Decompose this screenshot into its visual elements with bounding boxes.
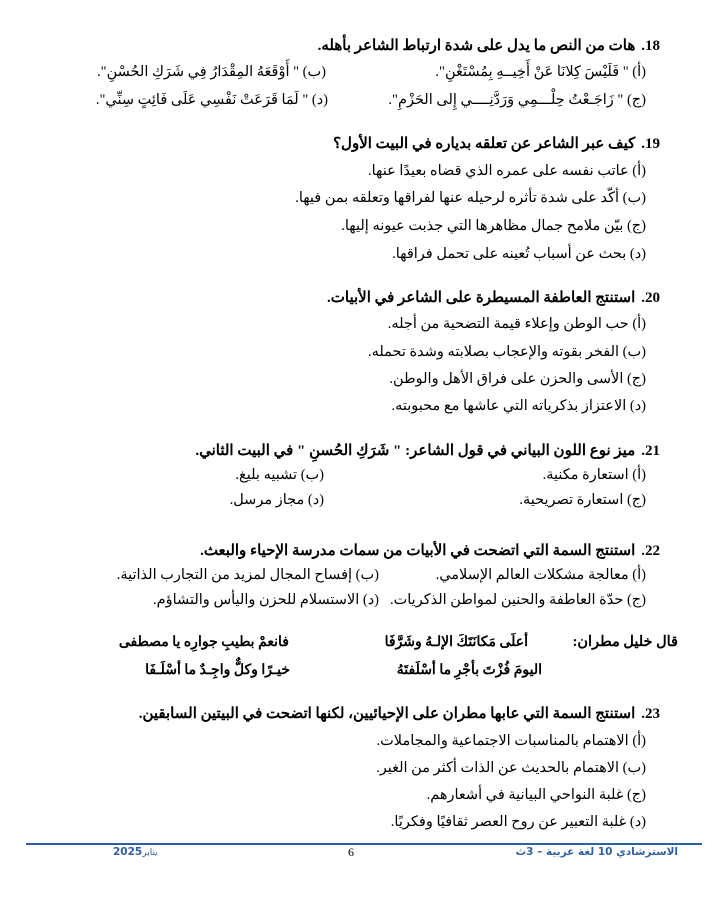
option-a: (أ) حب الوطن وإعلاء قيمة التضحية من أجله. — [387, 316, 646, 332]
footer-divider — [26, 843, 702, 845]
question-number: 23. — [641, 706, 660, 722]
question-text: استنتج السمة التي عابها مطران على الإحيائيين، لكنها اتضحت في البيتين السابقين. — [138, 706, 636, 722]
question-22 — [200, 541, 660, 560]
option-d: (د) مجاز مرسل. — [229, 492, 324, 508]
question-text: استنتج العاطفة المسيطرة على الشاعر في الأبيات. — [327, 290, 636, 306]
option-a: (أ) استعارة مكنية. — [542, 467, 646, 483]
option-b: (ب) الفخر بقوته والإعجاب بصلابته وشدة تحمله. — [367, 344, 646, 360]
footer-exam-title: الاسترشادي 10 لغة عربية – 3ث — [515, 846, 678, 858]
option-b: (ب) تشبيه بليغ. — [235, 467, 324, 483]
option-c: (ج) بيّن ملامح جمال مظاهرها التي جذبت عيونه إليها. — [341, 218, 646, 234]
verse-1-second-half: فانعمْ بطيبِ جوارِه يا مصطفى — [118, 635, 289, 650]
option-d: (د) الاعتزاز بذكرياته التي عاشها مع محبوبته. — [391, 398, 646, 414]
option-b: (ب) " أَوْقَعَهُ المِقْدَارُ فِي شَرَكِ الحُسْنِ". — [97, 64, 326, 80]
option-c: (ج) استعارة تصريحية. — [519, 492, 646, 508]
question-number: 22. — [641, 543, 660, 559]
option-b: (ب) الاهتمام بالحديث عن الذات أكثر من الغير. — [376, 760, 646, 776]
option-c: (ج) غلبة النواحي البيانية في أشعارهم. — [426, 787, 646, 803]
option-c: (ج) الأسى والحزن على فراق الأهل والوطن. — [389, 371, 646, 387]
option-c: (ج) حدّة العاطفة والحنين لمواطن الذكريات. — [389, 592, 646, 608]
option-d: (د) غلبة التعبير عن روح العصر ثقافيًا وفكريًا. — [390, 814, 646, 830]
footer-date — [113, 846, 162, 858]
option-a: (أ) عاتب نفسه على عمره الذي قضاه بعيدًا عنها. — [367, 163, 646, 179]
footer-year: 2025 — [113, 846, 143, 858]
option-b: (ب) أكّد على شدة تأثره لرحيله عنها لفراقها وتعلقه بمن فيها. — [295, 190, 646, 206]
option-a: (أ) الاهتمام بالمناسبات الاجتماعية والمجاملات. — [376, 733, 646, 749]
option-a: (أ) " فَلَيْسَ كِلانَا عَنْ أَخِيــهِ بِمُسْتَغْنِ". — [435, 64, 646, 80]
verse-2-second-half: خيـرًا وكلٌّ واجِـدٌ ما أسْلَـفَا — [145, 663, 290, 678]
option-d: (د) الاستسلام للحزن واليأس والتشاؤم. — [153, 592, 379, 608]
question-text: استنتج السمة التي اتضحت في الأبيات من سمات مدرسة الإحياء والبعث. — [200, 543, 636, 559]
question-19 — [333, 134, 660, 153]
question-18 — [318, 36, 660, 55]
question-number: 19. — [641, 136, 660, 152]
question-21 — [195, 441, 660, 460]
option-d: (د) بحث عن أسباب تُعينه على تحمل فراقها. — [392, 246, 646, 262]
question-number: 18. — [641, 38, 660, 54]
question-text: كيف عبر الشاعر عن تعلقه بدياره في البيت الأول؟ — [333, 136, 636, 152]
page-number: 6 — [348, 845, 354, 859]
option-d: (د) " لَمَا قَرَعَتْ نَفْسِي عَلَى فَائِتٍ سِنِّي". — [95, 92, 328, 108]
question-number: 20. — [641, 290, 660, 306]
question-20 — [327, 288, 660, 307]
option-b: (ب) إفساح المجال لمزيد من التجارب الذاتية. — [116, 567, 379, 583]
option-a: (أ) معالجة مشكلات العالم الإسلامي. — [435, 567, 646, 583]
verse-2-first-half: اليومَ فُزْتَ بأجْرِ ما أسْلَفتَهُ — [396, 663, 542, 678]
poem-intro: قال خليل مطران: — [572, 634, 678, 650]
question-number: 21. — [641, 443, 660, 459]
footer-month: يناير — [142, 848, 158, 858]
verse-1-first-half: أعلَى مَكانَتَكَ الإلـهُ وشَرَّفَا — [384, 635, 528, 650]
option-c: (ج) " زَاجَـعْتُ حِلْـــمِي وَرَدَّنِــــي إِلى الحَزْمِ". — [388, 92, 646, 108]
question-23 — [139, 704, 660, 723]
question-text: ميز نوع اللون البياني في قول الشاعر: " شَرَكِ الحُسنِ " في البيت الثاني. — [195, 443, 636, 459]
question-text: هات من النص ما يدل على شدة ارتباط الشاعر بأهله. — [317, 38, 636, 54]
